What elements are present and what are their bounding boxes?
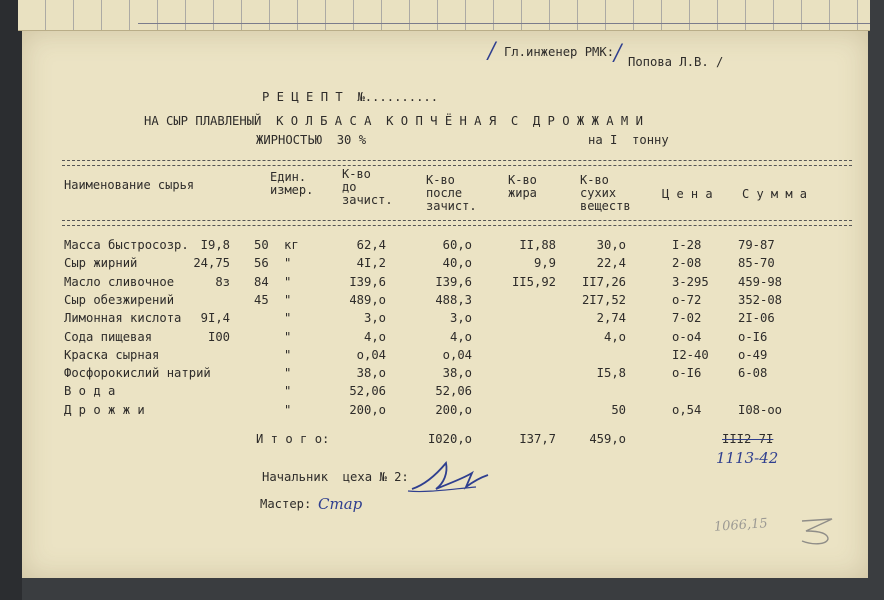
- col-sum: С у м м а: [742, 187, 808, 201]
- cell-before: о,04: [356, 347, 386, 362]
- cell-price: I-28: [672, 238, 702, 252]
- cell-before: 4,о: [363, 329, 386, 344]
- pencil-note: 1066,15: [713, 516, 769, 535]
- cell-before: 200,о: [349, 402, 386, 417]
- per-ton: на I тонну: [588, 133, 669, 147]
- master-signature: Стар: [318, 495, 363, 513]
- col-unit: Един. измер.: [270, 170, 314, 197]
- cell-sum: 459-98: [738, 274, 783, 289]
- cell-dry: 50: [611, 402, 626, 417]
- cell-dry: 2I7,52: [581, 292, 626, 307]
- cell-before: 52,06: [349, 384, 386, 399]
- cell-after: 40,о: [442, 256, 472, 271]
- cell-after: 4,о: [449, 329, 472, 344]
- total-fat: I37,7: [519, 432, 556, 446]
- cell-name: Масса быстросозр.: [64, 238, 189, 252]
- total-sum-corrected: 1113-42: [716, 449, 779, 467]
- cell-pct: 84: [254, 274, 269, 289]
- cell-dry: 30,о: [596, 238, 626, 252]
- cell-sum: 85-70: [738, 256, 775, 271]
- cell-pct: 56: [254, 256, 269, 271]
- cell-sum: I08-оо: [738, 402, 783, 417]
- cell-price: 7-02: [672, 311, 702, 326]
- cell-dry: 4,о: [603, 329, 626, 344]
- previous-page-strip: [18, 0, 870, 31]
- cell-unit: ": [284, 274, 292, 289]
- cell-after: 60,о: [442, 238, 472, 252]
- cell-unit: ": [284, 384, 292, 399]
- cell-name: Краска сырная: [64, 347, 160, 362]
- document-page: / Гл.инженер РМК: / Попова Л.В. / Р Е Ц Е П Т №.......... НА СЫР ПЛАВЛЕНЫЙ К О Л Б А С А К О П Ч Ё Н А Я С Д Р О Ж Ж А М И ЖИРНОСТЬЮ 30 % на I тонну Наименование сырья Един. измер. К-во до зачист. К-во после зачист. К-во жира К-во сухих веществ Ц е н а С у м м а Масса быстросозр. I9,8 50 кг 62,4 60,о II,88 30,о I-28 79-87 Сыр жирний 24,75 56 " 4I,2 40,о 9,9 22,4 2-08 85-70 Масло сливочное 8з 84 " I39,6 I39,6 II5,92 II7,26 3-295 459-98 Сыр обезжирений 45 " 489,о 488,3 2I7,52 о-72 352-08 Лимонная кислота 9I,4 " 3,о 3,о 2,74 7-02 2I-06 Сода пищевая I00 " 4,о 4,о 4,о о-о4 о-I6 Краска сырная " о,04 о,04 I2-40 о-49 Фосфорокислий натрий " 38,о 38,о I5,8 о-I6 6-08 В о д а " 52,06 52,06 Д р о ж ж и " 200,о 200,о 50 о,54 I08-оо И т о г о: I020,о I37,7 459,о III2-7I 1113-42 Начальник цеха № 2: Мастер: Стар 1066,15: [22, 31, 868, 578]
- cell-unit: ": [284, 256, 292, 271]
- cell-price: I2-40: [672, 347, 709, 362]
- total-dry: 459,о: [589, 432, 626, 446]
- cell-sum: о-I6: [738, 329, 768, 344]
- cell-after: I39,6: [435, 274, 472, 289]
- chief-engineer-label: Гл.инженер РМК:: [504, 45, 615, 59]
- cell-price: о-о4: [672, 329, 702, 344]
- header-rule-top: [62, 160, 852, 166]
- header-rule-bottom: [62, 220, 852, 226]
- chief-engineer-name: Попова Л.В.: [628, 55, 709, 69]
- cell-pct: 50: [254, 238, 269, 252]
- cell-unit: ": [284, 366, 292, 381]
- cell-name: Сода пищевая: [64, 329, 153, 344]
- cell-fat: II5,92: [511, 274, 556, 289]
- cell-after: 488,3: [435, 292, 472, 307]
- cell-extra: I9,8: [200, 238, 230, 252]
- col-qty-before: К-во до зачист.: [342, 167, 393, 207]
- cell-unit: ": [284, 311, 292, 326]
- cell-extra: I00: [207, 329, 230, 344]
- cell-dry: 22,4: [596, 256, 626, 271]
- cell-unit: ": [284, 402, 292, 417]
- col-name: Наименование сырья: [64, 178, 195, 192]
- cell-after: 3,о: [449, 311, 472, 326]
- cell-name: Лимонная кислота: [64, 311, 182, 326]
- cell-name: Д р о ж ж и: [64, 402, 145, 417]
- cell-unit: ": [284, 329, 292, 344]
- cell-sum: 2I-06: [738, 311, 775, 326]
- cell-price: о-72: [672, 292, 702, 307]
- cell-price: о-I6: [672, 366, 702, 381]
- cell-sum: 6-08: [738, 366, 768, 381]
- cell-name: Сыр обезжирений: [64, 292, 175, 307]
- master-label: Мастер:: [260, 497, 312, 511]
- cell-name: В о д а: [64, 384, 116, 399]
- col-qty-after: К-во после зачист.: [426, 173, 477, 213]
- cell-name: Сыр жирний: [64, 256, 138, 271]
- cell-sum: 352-08: [738, 292, 783, 307]
- fat-content: ЖИРНОСТЬЮ 30 %: [256, 133, 367, 147]
- cell-price: 3-295: [672, 274, 709, 289]
- product-title: НА СЫР ПЛАВЛЕНЫЙ К О Л Б А С А К О П Ч Ё Н А Я С Д Р О Ж Ж А М И: [144, 114, 643, 128]
- cell-pct: 45: [254, 292, 269, 307]
- cell-name: Масло сливочное: [64, 274, 175, 289]
- binder-edge: [0, 0, 22, 600]
- pencil-scribble: [798, 515, 838, 552]
- cell-name: Фосфорокислий натрий: [64, 366, 211, 381]
- totals-label: И т о г о:: [256, 432, 330, 446]
- cell-before: I39,6: [349, 274, 386, 289]
- head-of-shop-label: Начальник цеха № 2:: [262, 470, 409, 484]
- col-dry: К-во сухих веществ: [580, 173, 631, 213]
- cell-dry: I5,8: [596, 366, 626, 381]
- cell-dry: II7,26: [581, 274, 626, 289]
- total-after: I020,о: [427, 432, 472, 446]
- cell-extra: 9I,4: [200, 311, 230, 326]
- cell-after: о,04: [442, 347, 472, 362]
- cell-after: 200,о: [435, 402, 472, 417]
- cell-price: 2-08: [672, 256, 702, 271]
- col-fat: К-во жира: [508, 173, 537, 200]
- recipe-title: Р Е Ц Е П Т №..........: [262, 90, 439, 104]
- total-sum-struck: III2-7I: [722, 432, 774, 446]
- cell-unit: ": [284, 347, 292, 362]
- cell-extra: 8з: [215, 274, 230, 289]
- head-signature: [406, 455, 496, 500]
- cell-before: 4I,2: [356, 256, 386, 271]
- cell-after: 52,06: [435, 384, 472, 399]
- cell-fat: II,88: [519, 238, 556, 252]
- cell-before: 62,4: [356, 238, 386, 252]
- cell-before: 3,о: [363, 311, 386, 326]
- cell-unit: кг: [284, 238, 299, 252]
- cell-sum: 79-87: [738, 238, 775, 252]
- col-price: Ц е н а: [662, 187, 713, 201]
- cell-before: 38,о: [356, 366, 386, 381]
- cell-extra: 24,75: [193, 256, 230, 271]
- cell-price: о,54: [672, 402, 702, 417]
- cell-sum: о-49: [738, 347, 768, 362]
- cell-unit: ": [284, 292, 292, 307]
- cell-before: 489,о: [349, 292, 386, 307]
- cell-fat: 9,9: [533, 256, 556, 271]
- cell-dry: 2,74: [596, 311, 626, 326]
- cell-after: 38,о: [442, 366, 472, 381]
